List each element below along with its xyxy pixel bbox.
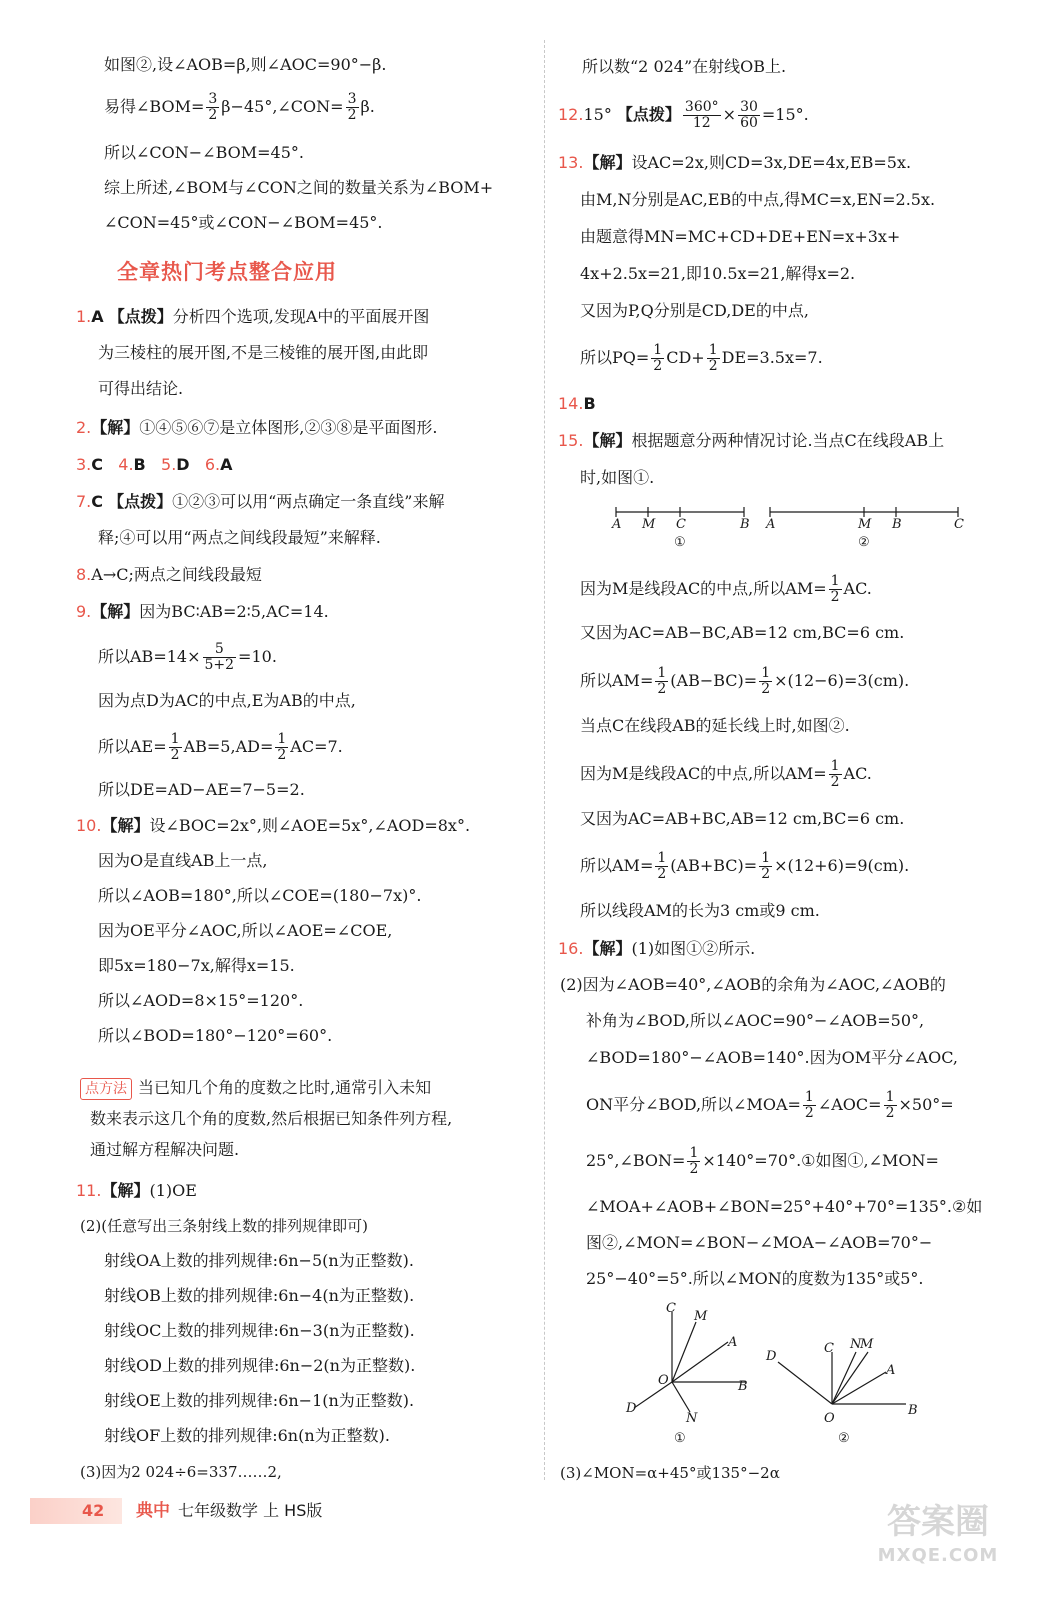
text-line: 所以∠CON−∠BOM=45°. (104, 143, 304, 162)
section-title: 全章热门考点整合应用 (117, 260, 337, 284)
svg-text:M: M (860, 1337, 874, 1352)
text-line: 因为点D为AC的中点,E为AB的中点, (98, 691, 356, 710)
svg-text:N: N (686, 1411, 698, 1426)
text-line: 射线OB上数的排列规律:6n−4(n为正整数). (104, 1286, 415, 1305)
question-3-6: 3.C 4.B 5.D 6.A (76, 455, 233, 474)
svg-text:B: B (908, 1403, 918, 1418)
text-line: 所以AE= $\frac{1}{2}$ AB=5,AD= $\frac{1}{2}$ AC=7. (98, 731, 343, 763)
text-line: 射线OE上数的排列规律:6n−1(n为正整数). (104, 1391, 415, 1410)
text-line: 由题意得MN=MC+CD+DE+EN=x+3x+ (580, 227, 901, 246)
svg-text:M: M (694, 1309, 708, 1324)
text-line: ∠MOA+∠AOB+∠BON=25°+40°+70°=135°.②如 (586, 1197, 983, 1216)
text-line: 易得∠BOM= $\frac{3}{2}$ β−45°,∠CON= $\frac{3}{2}$ β. (104, 91, 375, 123)
text-line: 25°−40°=5°.所以∠MON的度数为135°或5°. (586, 1269, 924, 1288)
fraction: $\frac{1}{2}$ (170, 731, 180, 763)
footer-bar (30, 1498, 122, 1524)
fraction: $\frac{1}{2}$ (830, 758, 840, 790)
text-line: 所以数“2 024”在射线OB上. (582, 57, 787, 76)
text-line: 因为M是线段AC的中点,所以AM= $\frac{1}{2}$ AC. (580, 573, 872, 605)
method-tag: 点方法 (80, 1078, 132, 1100)
text-line: 数来表示这几个角的度数,然后根据已知条件列方程, (90, 1109, 453, 1128)
text-line: 可得出结论. (98, 379, 184, 398)
fraction: $\frac{1}{2}$ (761, 850, 771, 882)
text-line: 所以∠AOD=8×15°=120°. (98, 991, 304, 1010)
text-line: 射线OA上数的排列规律:6n−5(n为正整数). (104, 1251, 415, 1270)
brand-logo: 典中 (136, 1501, 170, 1521)
text-line: 综上所述,∠BOM与∠CON之间的数量关系为∠BOM+ (104, 178, 494, 197)
angle-figure (624, 1300, 924, 1450)
svg-text:C: C (676, 517, 686, 532)
svg-text:C: C (824, 1341, 834, 1356)
fraction: $\frac{1}{2}$ (657, 850, 667, 882)
question-8: 8.A→C;两点之间线段最短 (76, 565, 262, 584)
text-line: 所以DE=AD−AE=7−5=2. (98, 780, 305, 799)
fraction: $\frac{360^\circ}{12}$ (684, 99, 719, 131)
text-line: 射线OD上数的排列规律:6n−2(n为正整数). (104, 1356, 416, 1375)
text-line: ON平分∠BOD,所以∠MOA= $\frac{1}{2}$ ∠AOC= $\frac{1}{2}$ ×50°= (586, 1089, 954, 1121)
fraction: $\frac{1}{2}$ (689, 1145, 699, 1177)
question-1: 1.A 【点拨】分析四个选项,发现A中的平面展开图 (76, 307, 430, 326)
text-line: 所以PQ= $\frac{1}{2}$ CD+ $\frac{1}{2}$ DE=3.5x=7. (580, 342, 823, 374)
svg-text:M: M (858, 517, 872, 532)
fraction: $\frac{1}{2}$ (761, 665, 771, 697)
text-line: 因为O是直线AB上一点, (98, 851, 268, 870)
question-16: 16.【解】(1)如图①②所示. (558, 939, 756, 958)
text-line: 时,如图①. (580, 468, 655, 487)
question-11: 11.【解】(1)OE (76, 1181, 197, 1200)
fraction: $\frac{1}{2}$ (830, 573, 840, 605)
text-line: 通过解方程解决问题. (90, 1140, 240, 1159)
text-line: 又因为P,Q分别是CD,DE的中点, (580, 301, 809, 320)
text-line: 释;④可以用“两点之间线段最短”来解释. (98, 528, 381, 547)
svg-text:①: ① (674, 535, 686, 550)
text-line: 由M,N分别是AC,EB的中点,得MC=x,EN=2.5x. (580, 190, 936, 209)
text-line: (2)因为∠AOB=40°,∠AOB的余角为∠AOC,∠AOB的 (560, 975, 946, 994)
fraction: $\frac{1}{2}$ (804, 1089, 814, 1121)
text-line: (3)因为2 024÷6=337……2, (80, 1463, 282, 1481)
svg-text:B: B (740, 517, 750, 532)
text-line: 射线OC上数的排列规律:6n−3(n为正整数). (104, 1321, 415, 1340)
question-12: 12.15° 【点拨】 $\frac{360^\circ}{12}$ × $\frac{30}{60}$ =15°. (558, 99, 809, 131)
text-line: 所以线段AM的长为3 cm或9 cm. (580, 901, 820, 920)
fraction: $\frac{1}{2}$ (657, 665, 667, 697)
text-line: 又因为AC=AB+BC,AB=12 cm,BC=6 cm. (580, 809, 905, 828)
fraction: $\frac{3}{2}$ (208, 91, 218, 123)
svg-text:①: ① (674, 1431, 686, 1446)
text-line: 射线OF上数的排列规律:6n(n为正整数). (104, 1426, 390, 1445)
text-line: 当点C在线段AB的延长线上时,如图②. (580, 716, 850, 735)
text-line: 补角为∠BOD,所以∠AOC=90°−∠AOB=50°, (586, 1011, 925, 1030)
book-title: 七年级数学 上 HS版 (178, 1501, 323, 1520)
watermark: 答案圈 MXQE.COM (877, 1502, 999, 1566)
text-line: 因为OE平分∠AOC,所以∠AOE=∠COE, (98, 921, 393, 940)
question-10: 10.【解】设∠BOC=2x°,则∠AOE=5x°,∠AOD=8x°. (76, 816, 471, 835)
question-14: 14.B (558, 394, 596, 413)
svg-text:B: B (738, 1379, 748, 1394)
question-7: 7.C 【点拨】①②③可以用“两点确定一条直线”来解 (76, 492, 445, 511)
text-line: 所以AB=14× $\frac{5}{5+2}$ =10. (98, 641, 277, 673)
text-line: ∠BOD=180°−∠AOB=140°.因为OM平分∠AOC, (586, 1048, 958, 1067)
text-line: (3)∠MON=α+45°或135°−2α (560, 1464, 780, 1482)
text-line: 所以∠AOB=180°,所以∠COE=(180−7x)°. (98, 886, 422, 905)
svg-text:A: A (886, 1363, 896, 1378)
text-line: 图②,∠MON=∠BON−∠MOA−∠AOB=70°− (586, 1233, 933, 1252)
text-line: 如图②,设∠AOB=β,则∠AOC=90°−β. (104, 55, 387, 74)
question-2: 2.【解】①④⑤⑥⑦是立体图形,②③⑧是平面图形. (76, 418, 438, 437)
fraction: $\frac{1}{2}$ (708, 342, 718, 374)
svg-text:D: D (766, 1349, 777, 1364)
svg-text:D: D (626, 1401, 637, 1416)
svg-text:O: O (658, 1373, 669, 1388)
svg-text:A: A (612, 517, 622, 532)
segment-figure (608, 500, 1018, 552)
page-number: 42 (82, 1501, 105, 1520)
question-15: 15.【解】根据题意分两种情况讨论.当点C在线段AB上 (558, 431, 945, 450)
question-9: 9.【解】因为BC∶AB=2∶5,AC=14. (76, 602, 329, 621)
text-line: ∠CON=45°或∠CON−∠BOM=45°. (104, 213, 383, 232)
svg-text:A: A (766, 517, 776, 532)
fraction: $\frac{30}{60}$ (740, 99, 758, 131)
fraction: $\frac{1}{2}$ (277, 731, 287, 763)
svg-text:②: ② (858, 535, 870, 550)
fraction: $\frac{5}{5+2}$ (204, 641, 235, 673)
fraction: $\frac{3}{2}$ (347, 91, 357, 123)
question-13: 13.【解】设AC=2x,则CD=3x,DE=4x,EB=5x. (558, 153, 912, 172)
svg-text:B: B (892, 517, 902, 532)
text-line: 即5x=180−7x,解得x=15. (98, 956, 295, 975)
svg-text:②: ② (838, 1431, 850, 1446)
text-line: 所以AM= $\frac{1}{2}$ (AB−BC)= $\frac{1}{2}$ ×(12−6)=3(cm). (580, 665, 910, 697)
text-line: 4x+2.5x=21,即10.5x=21,解得x=2. (580, 264, 856, 283)
svg-text:N: N (850, 1337, 862, 1352)
text-line: 25°,∠BON= $\frac{1}{2}$ ×140°=70°.①如图①,∠MON= (586, 1145, 939, 1177)
text-line: 为三棱柱的展开图,不是三棱锥的展开图,由此即 (98, 343, 429, 362)
svg-text:A: A (728, 1335, 738, 1350)
text-line: (2)(任意写出三条射线上数的排列规律即可) (80, 1217, 368, 1235)
text-line: 因为M是线段AC的中点,所以AM= $\frac{1}{2}$ AC. (580, 758, 872, 790)
fraction: $\frac{1}{2}$ (653, 342, 663, 374)
fraction: $\frac{1}{2}$ (885, 1089, 895, 1121)
column-divider (544, 40, 545, 1480)
svg-text:C: C (954, 517, 964, 532)
svg-text:O: O (824, 1411, 835, 1426)
text-line: 又因为AC=AB−BC,AB=12 cm,BC=6 cm. (580, 623, 905, 642)
svg-text:C: C (666, 1301, 676, 1316)
text-line: 所以∠BOD=180°−120°=60°. (98, 1026, 333, 1045)
text-line: 所以AM= $\frac{1}{2}$ (AB+BC)= $\frac{1}{2}$ ×(12+6)=9(cm). (580, 850, 910, 882)
svg-text:M: M (642, 517, 656, 532)
